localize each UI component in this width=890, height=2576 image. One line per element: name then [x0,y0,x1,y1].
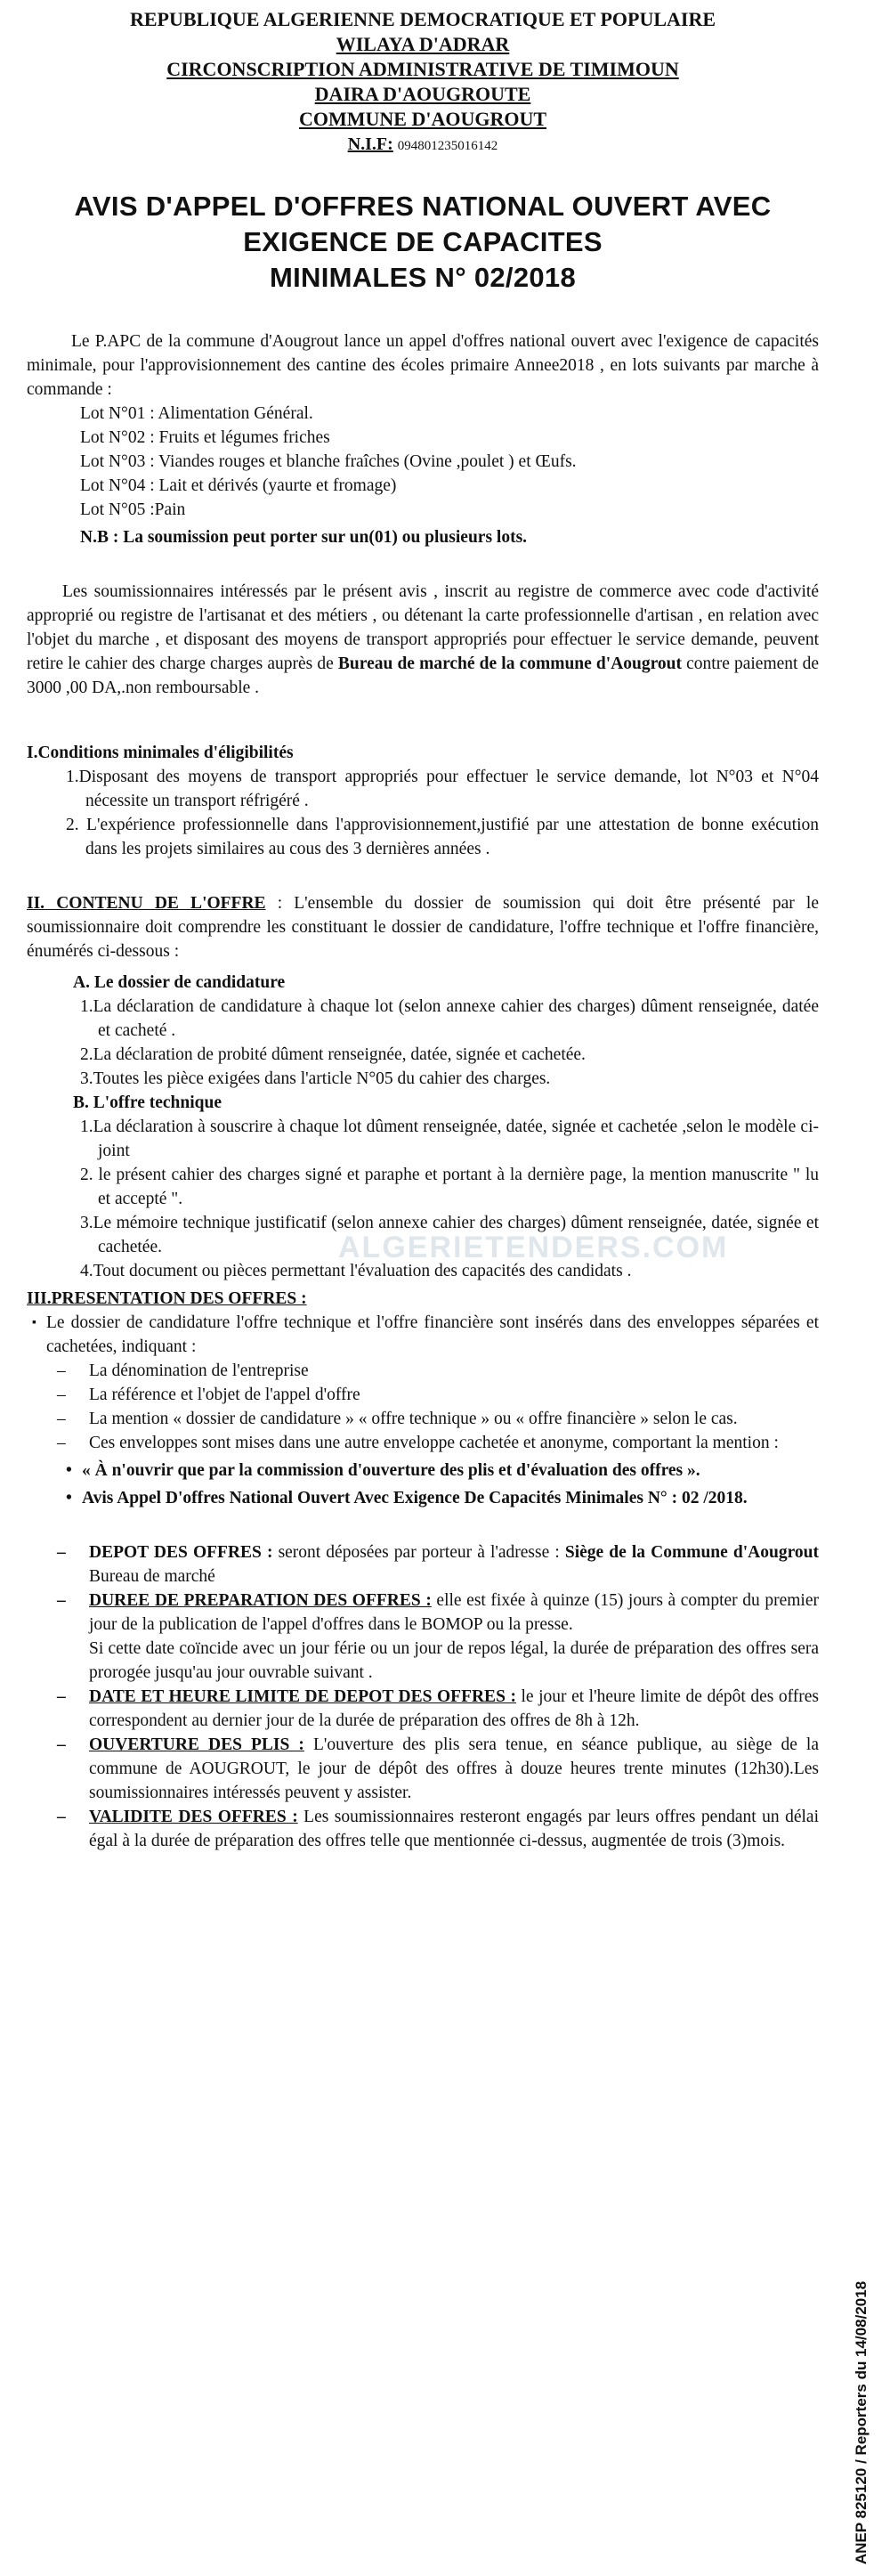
lots-list [80,402,819,522]
header-circonscription: CIRCONSCRIPTION ADMINISTRATIVE DE TIMIMOUN [166,58,679,80]
date-limite-depot [27,1685,819,1733]
technique-item: 1.La déclaration à souscrire à chaque lot dûment renseignée, datée, signée et cachetée ,selon le modèle ci-joint [80,1117,819,1160]
header-nif [27,132,819,158]
mention-bullet: • « À n'ouvrir que par la commission d'ouverture des plis et d'évaluation des offres ». [27,1459,819,1483]
depot-text: seront déposées par porteur à l'adresse : [272,1543,565,1562]
eligibility-paragraph [27,580,819,700]
validite-label: VALIDITE DES OFFRES : [89,1808,298,1826]
section-conditions-title: I.Conditions minimales d'éligibilités [27,744,294,762]
candidature-item: 2.La déclaration de probité dûment renseignée, datée, signée et cachetée. [80,1045,586,1064]
depot-label: DEPOT DES OFFRES : [89,1543,273,1562]
header-republic: REPUBLIQUE ALGERIENNE DEMOCRATIQUE ET POPULAIRE [129,8,716,30]
section-presentation-title: III.PRESENTATION DES OFFRES : [27,1289,307,1308]
nif-label: N.I.F: [347,134,393,154]
section-contenu-intro: : L'ensemble du dossier de soumission qui doit être présenté par le soumissionnaire doit comprendre les constituant le dossier de candidature, l'offre technique et l'offre financière, énumérés ci-dessous : [27,894,819,961]
candidature-item: 3.Toutes les pièce exigées dans l'article N°05 du cahier des charges. [80,1069,551,1088]
title-line-2: MINIMALES N° 02/2018 [269,262,576,293]
presentation-dash-item: – Ces enveloppes sont mises dans une autre enveloppe cachetée et anonyme, comportant la mention : [27,1431,819,1455]
duree-label: DUREE DE PREPARATION DES OFFRES : [89,1591,432,1610]
header-daira: DAIRA D'AOUGROUTE [314,83,531,105]
presentation-bullet: ▪ Le dossier de candidature l'offre technique et l'offre financière sont insérés dans des enveloppes séparées et cachetées, indiquant : [27,1311,819,1359]
technique-item: 3.Le mémoire technique justificatif (selon annexe cahier des charges) dûment renseignée, datée, signée et cachetée. [80,1214,819,1256]
ouverture-text: L'ouverture des plis sera tenue, en séance publique, au siège de la commune de AOUGROUT, le jour de dépôt des offres à douze heures trente minutes (12h30).Les soumissionnaires intéressés peuvent y assister. [89,1735,819,1802]
date-limite-label: DATE ET HEURE LIMITE DE DEPOT DES OFFRES : [89,1687,516,1706]
presentation-dash-item: – La référence et l'objet de l'appel d'offre [27,1383,819,1407]
depot-offres [27,1540,819,1589]
header [27,7,819,158]
technique-item: 2. le présent cahier des charges signé et paraphe et portant à la dernière page, la mention manuscrite " lu et accepté ". [80,1166,819,1208]
duree-text: elle est fixée à quinze (15) jours à compter du premier jour de la publication de l'appel d'offres dans le BOMOP ou la presse. [89,1591,819,1634]
lot-item: Lot N°04 : Lait et dérivés (yaurte et fromage) [80,476,397,495]
depot-end: Bureau de marché [89,1567,215,1586]
technique-item: 4.Tout document ou pièces permettant l'évaluation des capacités des candidats . [80,1262,632,1280]
watermark: ALGERIETENDERS.COM [338,1231,729,1264]
intro-paragraph: Le P.APC de la commune d'Aougrout lance un appel d'offres national ouvert avec l'exigence de capacités minimale, pour l'approvisionnement des cantine des écoles primaire Annee2018 , en lots suivants par marche à commande : [27,332,819,399]
condition-item: 2. L'expérience professionnelle dans l'approvisionnement,justifié par une attestation de bonne exécution dans les projets similaires au cous des 3 dernières années . [66,816,819,858]
date-limite-text: le jour et l'heure limite de dépôt des offres correspondent au dernier jour de la durée de préparation des offres de 8h à 12h. [89,1687,819,1730]
nif-value: 094801235016142 [397,139,498,153]
header-wilaya: WILAYA D'ADRAR [336,33,510,55]
lot-item: Lot N°03 : Viandes rouges et blanche fraîches (Ovine ,poulet ) et Œufs. [80,452,577,471]
para2-start: Les soumissionnaires intéressés par le présent avis , inscrit au registre de commerce avec code d'activité approprié ou registre de l'artisanat et des métiers , ou détenant la carte professionnelle d'artisan , en relation avec l'objet du marche , et disposant des moyens de transport appropriés pour effectuer le service demande, peuvent retire le cahier des charge charges auprès de [27,582,819,673]
para2-end: contre paiement de 3000 ,00 DA,.non remboursable . [27,654,819,697]
notice-title [27,189,819,296]
nb-note: N.B : La soumission peut porter sur un(01) ou plusieurs lots. [80,528,528,547]
duree-preparation [27,1589,819,1637]
sub-dossier-candidature: A. Le dossier de candidature [73,973,286,992]
depot-address: Siège de la Commune d'Aougrout [564,1543,819,1562]
section-contenu-title: II. CONTENU DE L'OFFRE [27,894,266,913]
section-contenu [27,891,819,963]
lot-item: Lot N°05 :Pain [80,500,186,519]
duree-note: Si cette date coïncide avec un jour férie ou un jour de repos légal, la durée de préparation des offres sera prorogée jusqu'au jour ouvrable suivant . [89,1639,819,1682]
tender-notice [27,7,819,1853]
publication-reference: ANEP 825120 / Reporters du 14/08/2018 [853,2280,870,2564]
condition-item: 1.Disposant des moyens de transport appropriés pour effectuer le service demande, lot N°03 et N°04 nécessite un transport réfrigéré . [66,768,819,810]
validite-text: Les soumissionnaires resteront engagés par leurs offres pendant un délai égal à la durée de préparation des offres telle que mentionnée ci-dessus, augmentée de trois (3)mois. [89,1808,819,1850]
para2-bureau: Bureau de marché de la commune d'Aougrout [337,654,683,673]
ouverture-plis [27,1733,819,1805]
validite-offres [27,1805,819,1853]
candidature-item: 1.La déclaration de candidature à chaque lot (selon annexe cahier des charges) dûment renseignée, datée et cacheté . [80,997,819,1040]
header-commune: COMMUNE D'AOUGROUT [298,108,547,130]
presentation-dash-item: – La mention « dossier de candidature » « offre technique » ou « offre financière » selon le cas. [27,1407,819,1431]
presentation-dash-item: – La dénomination de l'entreprise [27,1359,819,1383]
lot-item: Lot N°01 : Alimentation Général. [80,404,313,423]
sub-offre-technique: B. L'offre technique [73,1093,222,1112]
ouverture-label: OUVERTURE DES PLIS : [89,1735,304,1754]
title-line-1: AVIS D'APPEL D'OFFRES NATIONAL OUVERT AVEC EXIGENCE DE CAPACITES [74,191,772,257]
mention-bullet: • Avis Appel D'offres National Ouvert Avec Exigence De Capacités Minimales N° : 02 /2018. [27,1486,819,1510]
lot-item: Lot N°02 : Fruits et légumes friches [80,428,330,447]
